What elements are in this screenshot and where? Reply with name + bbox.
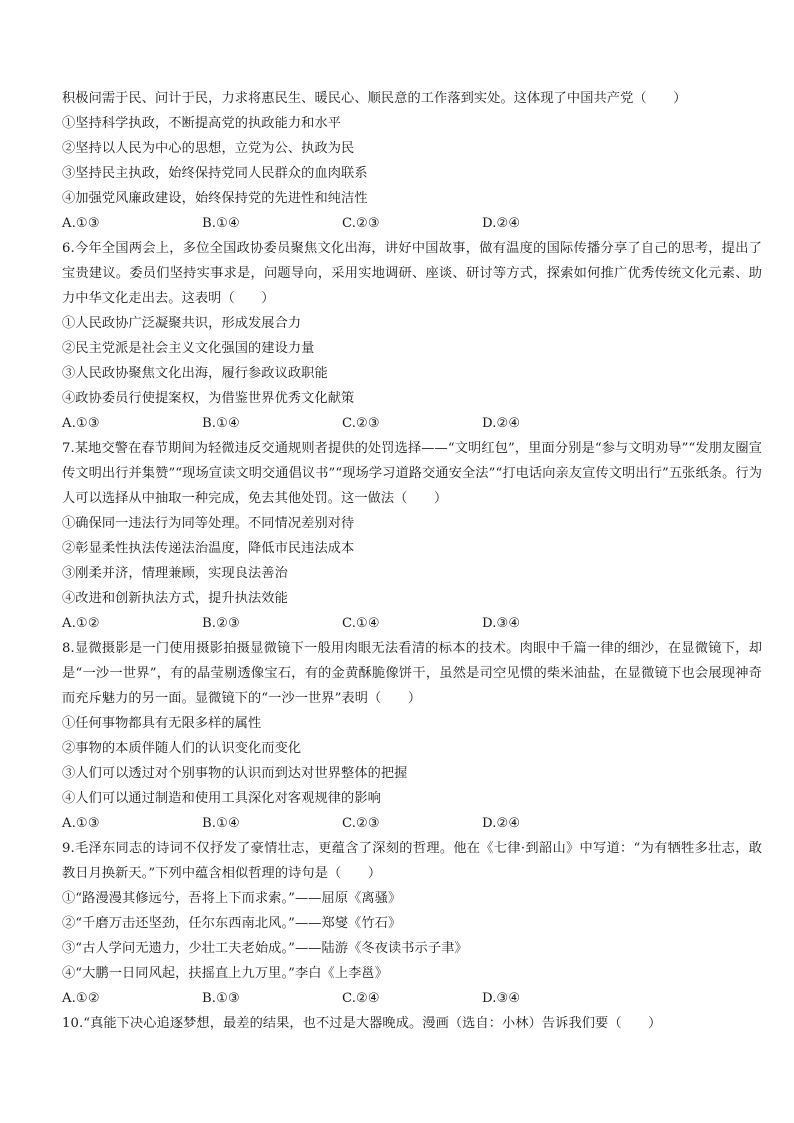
- statement-4: ④人们可以通过制造和使用工具深化对客观规律的影响: [62, 791, 381, 806]
- statement-3: ③刚柔并济，情理兼顾，实现良法善治: [62, 566, 288, 581]
- option-a[interactable]: A.①②: [62, 991, 100, 1006]
- statement-4: ④“大鹏一日同风起，扶摇直上九万里。”李白《上李邕》: [62, 966, 388, 981]
- question-6: [62, 236, 762, 436]
- statement-3: ③“古人学问无遗力，少壮工夫老始成。”——陆游《冬夜读书示子聿》: [62, 941, 468, 956]
- statement-1: ①“路漫漫其修远兮，吾将上下而求索。”——屈原《离骚》: [62, 891, 402, 906]
- statement-1: ①确保同一违法行为同等处理。不同情况差别对待: [62, 516, 355, 531]
- statement-2: ②“千磨万击还坚劲，任尔东西南北风。”——郑燮《竹石》: [62, 916, 402, 931]
- question-8: [62, 636, 762, 836]
- option-b[interactable]: B.①④: [202, 816, 240, 831]
- statement-2: ②事物的本质伴随人们的认识变化而变化: [62, 741, 302, 756]
- statement-1: ①人民政协广泛凝聚共识，形成发展合力: [62, 316, 302, 331]
- exam-page: [62, 86, 762, 1036]
- statement-3: ③坚持民主执政，始终保持党同人民群众的血肉联系: [62, 166, 368, 181]
- option-b[interactable]: B.②③: [202, 616, 240, 631]
- answer-options: [62, 611, 762, 636]
- option-a[interactable]: A.①②: [62, 616, 100, 631]
- statement-1: ①任何事物都具有无限多样的属性: [62, 716, 262, 731]
- statement-3: ③人们可以透过对个别事物的认识而到达对世界整体的把握: [62, 766, 408, 781]
- statement-4: ④改进和创新执法方式，提升执法效能: [62, 591, 288, 606]
- option-d[interactable]: D.②④: [482, 816, 521, 831]
- option-a[interactable]: A.①③: [62, 216, 100, 231]
- question-stem: 6.今年全国两会上，多位全国政协委员聚焦文化出海，讲好中国故事，做有温度的国际传播分享了自己的思考，提出了宝贵建议。委员们坚持实事求是，问题导向，采用实地调研、座谈、研讨等方式，探索如何推广优秀传统文化元素、助力中华文化走出去。这表明（ ）: [62, 241, 762, 306]
- option-c[interactable]: C.②③: [342, 216, 380, 231]
- statement-1: ①坚持科学执政，不断提高党的执政能力和水平: [62, 116, 342, 131]
- question-stem: 8.显微摄影是一门使用摄影拍摄显微镜下一般用肉眼无法看清的标本的技术。肉眼中千篇一律的细沙，在显微镜下，却是“一沙一世界”，有的晶莹剔透像宝石，有的金黄酥脆像饼干，虽然是司空见惯的柴米油盐，在显微镜下也会展现神奇而充斥魅力的另一面。显微镜下的“一沙一世界”表明（ ）: [62, 641, 762, 706]
- question-5-continued: [62, 86, 762, 236]
- question-9: [62, 836, 762, 1011]
- answer-options: [62, 811, 762, 836]
- option-a[interactable]: A.①③: [62, 816, 100, 831]
- statement-4: ④加强党风廉政建设，始终保持党的先进性和纯洁性: [62, 191, 368, 206]
- statement-2: ②坚持以人民为中心的思想，立党为公、执政为民: [62, 141, 355, 156]
- option-c[interactable]: C.②④: [342, 991, 380, 1006]
- question-stem: 9.毛泽东同志的诗词不仅抒发了豪情壮志，更蕴含了深刻的哲理。他在《七律·到韶山》中写道：“为有牺牲多壮志，敢教日月换新天。”下列中蕴含相似哲理的诗句是（ ）: [62, 841, 762, 881]
- statement-4: ④政协委员行使提案权，为借鉴世界优秀文化献策: [62, 391, 355, 406]
- statement-2: ②彰显柔性执法传递法治温度，降低市民违法成本: [62, 541, 355, 556]
- option-d[interactable]: D.②④: [482, 416, 521, 431]
- statement-2: ②民主党派是社会主义文化强国的建设力量: [62, 341, 315, 356]
- option-d[interactable]: D.③④: [482, 991, 521, 1006]
- question-stem: 7.某地交警在春节期间为轻微违反交通规则者提供的处罚选择——“文明红包”，里面分别是“参与文明劝导”“发朋友圈宣传文明出行并集赞”“现场宣读文明交通倡议书”“现场学习道路交通安全法”“打电话向亲友宣传文明出行”五张纸条。行为人可以选择从中抽取一种完成，免去其他处罚。这一做法（ ）: [62, 441, 762, 506]
- statement-3: ③人民政协聚焦文化出海，履行参政议政职能: [62, 366, 328, 381]
- question-10: [62, 1011, 762, 1036]
- answer-options: [62, 211, 762, 236]
- option-b[interactable]: B.①④: [202, 416, 240, 431]
- answer-options: [62, 411, 762, 436]
- option-c[interactable]: C.②③: [342, 416, 380, 431]
- question-stem: 10.“真能下决心追逐梦想，最差的结果，也不过是大器晚成。漫画（选自：小林）告诉我们要（ ）: [62, 1016, 662, 1031]
- option-c[interactable]: C.①④: [342, 616, 380, 631]
- option-c[interactable]: C.②③: [342, 816, 380, 831]
- question-stem: 积极问需于民、问计于民，力求将惠民生、暖民心、顺民意的工作落到实处。这体现了中国共产党（ ）: [62, 91, 687, 106]
- option-b[interactable]: B.①④: [202, 216, 240, 231]
- option-a[interactable]: A.①③: [62, 416, 100, 431]
- option-d[interactable]: D.③④: [482, 616, 521, 631]
- answer-options: [62, 986, 762, 1011]
- option-d[interactable]: D.②④: [482, 216, 521, 231]
- question-7: [62, 436, 762, 636]
- option-b[interactable]: B.①③: [202, 991, 240, 1006]
